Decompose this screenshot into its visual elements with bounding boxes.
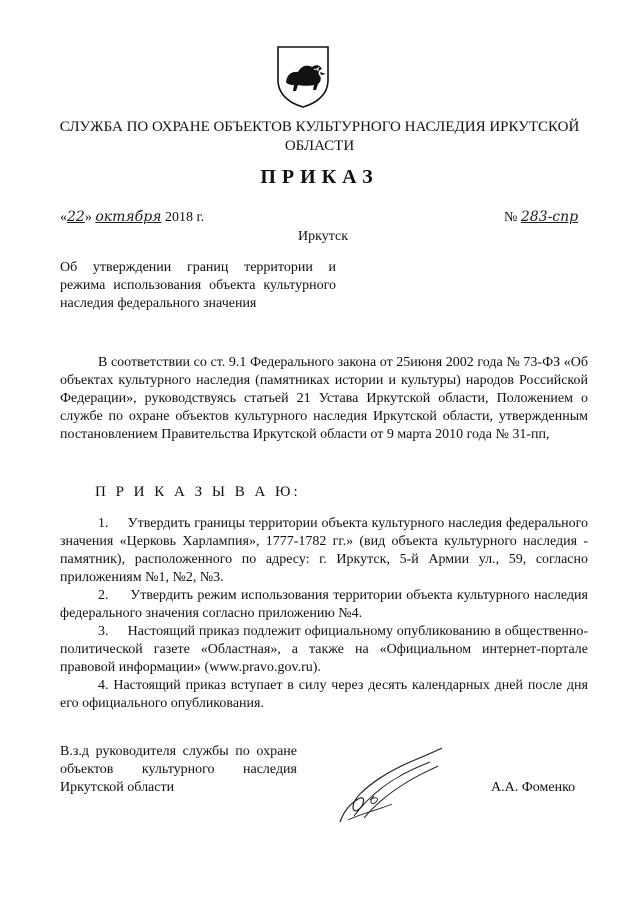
date-quote-close: » xyxy=(84,210,92,225)
date-quote-open: « xyxy=(60,210,67,225)
signer-name: А.А. Фоменко xyxy=(491,780,576,795)
document-number xyxy=(504,208,578,227)
irkutsk-coat-of-arms-icon xyxy=(274,44,332,108)
order-items xyxy=(60,515,588,713)
order-item: 3. Настоящий приказ подлежит официальному опубликованию в общественно-политической газете «Областная», а также на «Официальном интернет-портале правовой информации» (www.pravo.gov.ru). xyxy=(60,624,588,675)
agency-name-line2: ОБЛАСТИ xyxy=(284,138,355,154)
document-subject: Об утверждении границ территории и режима использования объекта культурного наследия федерального значения xyxy=(60,260,336,311)
order-item: 2. Утвердить режим использования территории объекта культурного наследия федерального значения согласно приложению №4. xyxy=(60,588,588,621)
date-day-handwritten: 22 xyxy=(67,209,85,225)
agency-name-line1: СЛУЖБА ПО ОХРАНЕ ОБЪЕКТОВ КУЛЬТУРНОГО НАСЛЕДИЯ ИРКУТСКОЙ xyxy=(59,119,580,135)
order-heading: П Р И К А З Ы В А Ю: xyxy=(95,484,301,500)
signer-position: В.з.д руководителя службы по охране объектов культурного наследия Иркутской области xyxy=(60,744,297,795)
handwritten-signature xyxy=(330,740,450,830)
number-handwritten: 283-спр xyxy=(520,209,579,225)
document-date xyxy=(60,208,204,227)
date-year: 2018 г. xyxy=(164,210,205,225)
preamble xyxy=(60,354,588,444)
number-prefix: № xyxy=(504,210,518,225)
date-month-handwritten: октября xyxy=(95,209,162,225)
agency-name xyxy=(40,118,599,156)
order-item: 4. Настоящий приказ вступает в силу через десять календарных дней после дня его официального опубликования. xyxy=(60,678,588,711)
document-title: ПРИКАЗ xyxy=(260,166,379,188)
document-city: Иркутск xyxy=(298,229,349,244)
preamble-text: В соответствии со ст. 9.1 Федерального закона от 25июня 2002 года № 73-ФЗ «Об объектах культурного наследия (памятниках истории и культуры) народов Российской Федерации», руководствуясь статьей 21 Устава Иркутской области, Положением о службе по охране объектов культурного наследия Иркутской области, утвержденным постановлением Правительства Иркутской области от 9 марта 2010 года № 31-пп, xyxy=(60,355,588,442)
order-item: 1. Утвердить границы территории объекта культурного наследия федерального значения «Церковь Харлампия», 1777-1782 гг.» (вид объекта культурного наследия - памятник), расположенного по адресу: г. Иркутск, 5-й Армии ул., 59, согласно приложениям №1, №2, №3. xyxy=(60,516,588,585)
